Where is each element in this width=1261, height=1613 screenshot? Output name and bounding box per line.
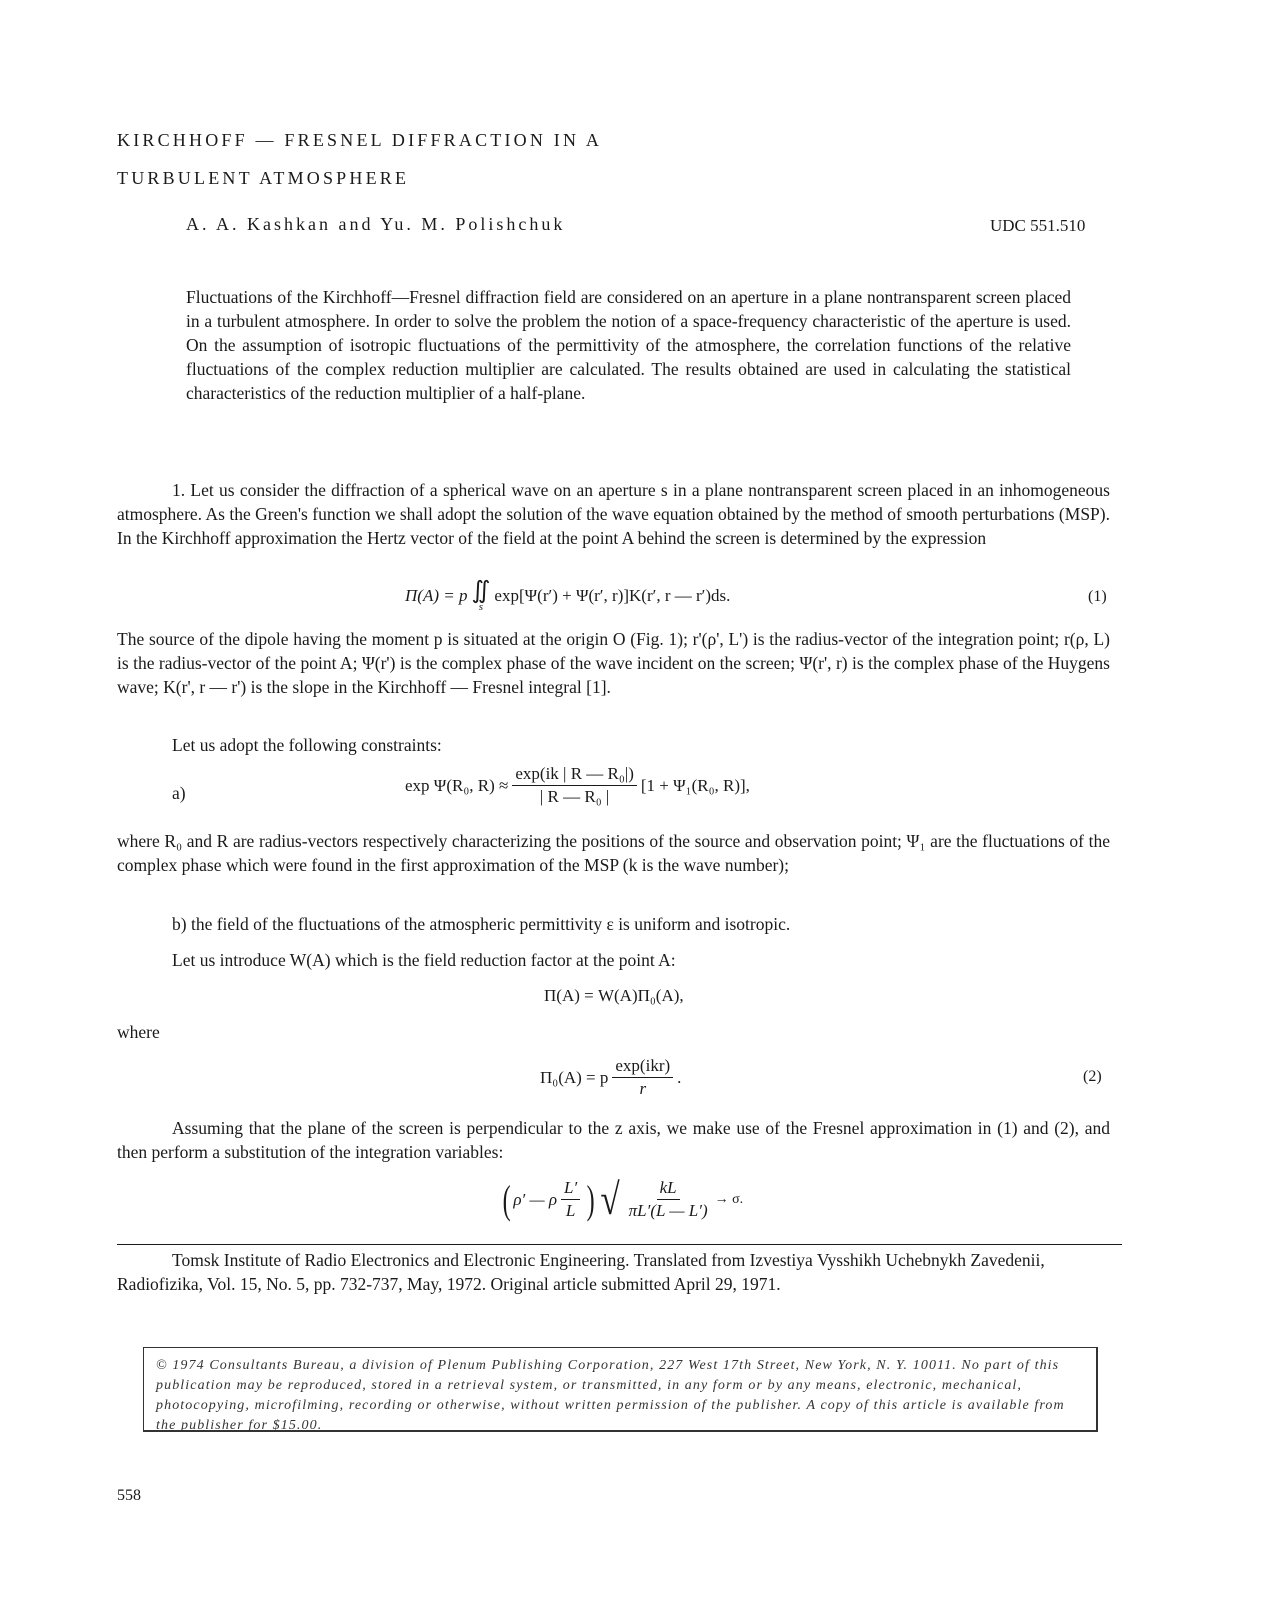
eq3-fraction-2-denominator: πL′(L — L′): [628, 1201, 708, 1220]
paragraph-6: Let us introduce W(A) which is the field reduction factor at the point A:: [172, 950, 676, 970]
eq2-fraction: [612, 1056, 673, 1099]
eq-a-rhs: [1 + Ψ₁(R₀, R)],: [640, 775, 750, 795]
udc-code: UDC 551.510: [990, 216, 1086, 235]
equation-1: [405, 580, 730, 612]
eq-a-numerator: exp(ik | R — R₀|): [512, 764, 637, 786]
equation-1-number: (1): [1088, 588, 1107, 605]
authors: A. A. Kashkan and Yu. M. Polishchuk: [186, 214, 566, 234]
eq-a-denominator: | R — R₀ |: [539, 787, 610, 806]
eq2-denominator: r: [639, 1079, 647, 1098]
equation-2: [540, 1056, 681, 1099]
eq1-lhs: Π(A) = p: [405, 586, 468, 605]
copyright-text: © 1974 Consultants Bureau, a division of Plenum Publishing Corporation, 227 West 17th Street, New York, N. Y. 10011. No part of this publication may be reproduced, stored in a retrieval system, or transmitted, in any form or by any means, electronic, mechanical, photocopying, microfilming, recording or otherwise, without written permission of the publisher. A copy of this article is available from the publisher for $15.00.: [156, 1358, 1065, 1433]
footnote-text: Tomsk Institute of Radio Electronics and Electronic Engineering. Translated from Izvestiya Vysshikh Uchebnykh Zavedenii, Radiofizika, Vol. 15, No. 5, pp. 732-737, May, 1972. Original article submitted April 29, 1971.: [117, 1250, 1045, 1294]
eq3-open-paren: (: [502, 1176, 511, 1222]
eq1-integral-subscript: s: [478, 601, 484, 613]
where-text: where: [117, 1022, 160, 1042]
paragraph-5: b) the field of the fluctuations of the atmospheric permittivity ε is uniform and isotropic.: [172, 914, 791, 934]
eq3-fraction-1: [561, 1178, 580, 1221]
eq3-term: ρ′ — ρ: [513, 1189, 557, 1209]
footnote: [117, 1248, 1127, 1296]
eq3-fraction-2: [626, 1178, 711, 1221]
title-line-2: TURBULENT ATMOSPHERE: [117, 168, 410, 188]
title-line-1: KIRCHHOFF — FRESNEL DIFFRACTION IN A: [117, 130, 603, 150]
paragraph-1: 1. Let us consider the diffraction of a spherical wave on an aperture s in a plane nontransparent screen placed in an inhomogeneous atmosphere. As the Green's function we shall adopt the solution of the wave equation obtained by the method of smooth perturbations (MSP). In the Kirchhoff approximation the Hertz vector of the field at the point A behind the screen is determined by the expression: [117, 480, 1110, 548]
eq1-rhs: exp[Ψ(r′) + Ψ(r′, r)]K(r′, r — r′)ds.: [494, 586, 731, 605]
equation-2-number: (2): [1083, 1068, 1102, 1085]
eq2-numerator: exp(ikr): [612, 1056, 673, 1078]
page-number: 558: [117, 1487, 141, 1504]
paragraph-3: Let us adopt the following constraints:: [172, 735, 442, 755]
abstract-text: Fluctuations of the Kirchhoff—Fresnel diffraction field are considered on an aperture in a plane nontransparent screen placed in a turbulent atmosphere. In order to solve the problem the notion of a space-frequency characteristic of the aperture is used. On the assumption of isotropic fluctuations of the permittivity of the atmosphere, the correlation functions of the relative fluctuations of the complex reduction multiplier are calculated. The results obtained are used in calculating the statistical characteristics of the reduction multiplier of a half-plane.: [186, 287, 1071, 403]
eq2-tail: .: [677, 1067, 682, 1087]
eq-a-fraction: [512, 764, 637, 807]
eq2-lhs: Π₀(A) = p: [540, 1067, 609, 1087]
constraint-a-label: a): [172, 783, 186, 803]
equation-w: Π(A) = W(A)Π₀(A),: [544, 986, 684, 1005]
equation-3: [500, 1174, 744, 1224]
eq-a-lhs: exp Ψ(R₀, R) ≈: [405, 775, 509, 795]
paragraph-4: where R₀ and R are radius-vectors respectively characterizing the positions of the source and observation point; Ψ₁ are the fluctuations of the complex phase which were found in the first approximation of the MSP (k is the wave number);: [117, 831, 1110, 875]
eq3-tail: → σ.: [714, 1191, 744, 1207]
abstract: [186, 285, 1071, 405]
eq1-integral-sign: ∬: [471, 578, 491, 604]
paragraph-2: The source of the dipole having the moment p is situated at the origin O (Fig. 1); r'(ρ', L') is the radius-vector of the integration point; r(ρ, L) is the radius-vector of the point A; Ψ(r') is the complex phase of the wave incident on the screen; Ψ(r', r) is the complex phase of the Huygens wave; K(r', r — r') is the slope in the Kirchhoff — Fresnel integral [1].: [117, 629, 1110, 697]
eq3-fraction-1-denominator: L: [565, 1201, 576, 1220]
eq3-fraction-1-numerator: L′: [561, 1178, 580, 1200]
copyright-box: [143, 1347, 1098, 1432]
eq1-integral-group: [471, 580, 490, 612]
eq3-fraction-2-numerator: kL: [657, 1178, 680, 1200]
footnote-divider: [117, 1244, 1122, 1245]
equation-a: [405, 764, 750, 807]
paragraph-7: Assuming that the plane of the screen is perpendicular to the z axis, we make use of the Fresnel approximation in (1) and (2), and then perform a substitution of the integration variables:: [117, 1118, 1110, 1162]
eq3-sqrt-sign: √: [599, 1174, 620, 1224]
eq3-close-paren: ): [586, 1176, 595, 1222]
